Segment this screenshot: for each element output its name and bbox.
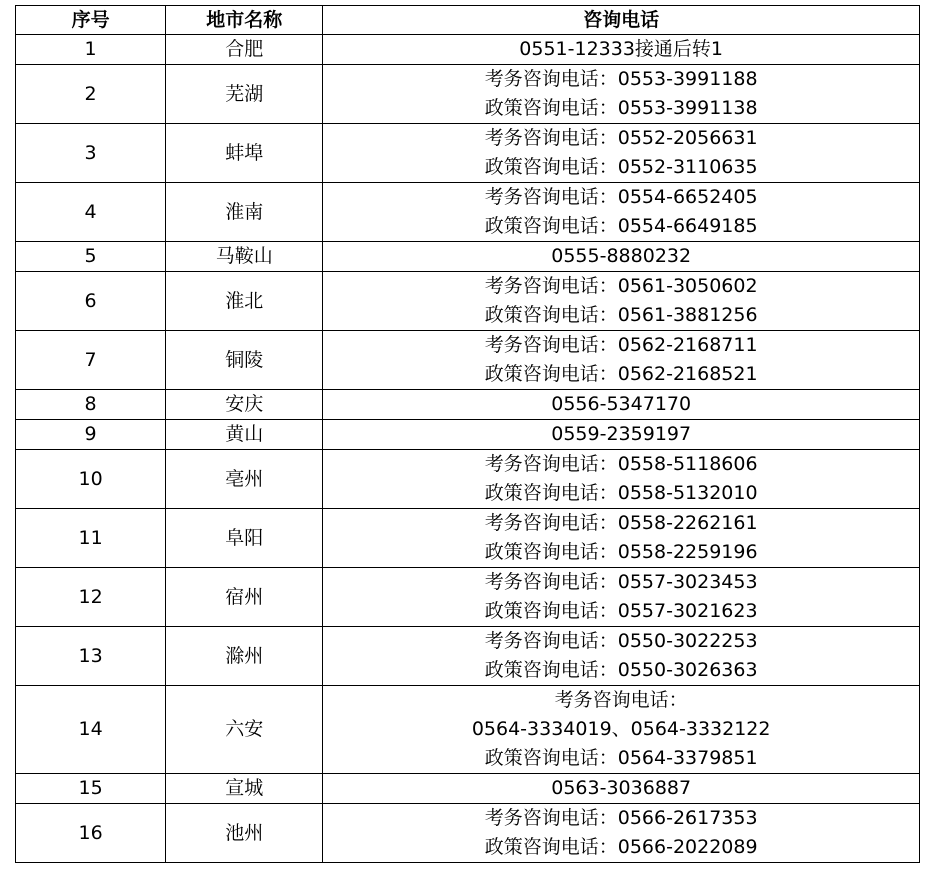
row-city-name: 亳州: [166, 450, 323, 509]
row-index: 8: [16, 390, 166, 420]
row-phone-cell: [323, 568, 920, 627]
phone-line: 0563-3036887: [551, 777, 692, 799]
row-phone-cell: [323, 509, 920, 568]
row-index: 10: [16, 450, 166, 509]
table-row: [16, 568, 920, 627]
phone-line: 考务咨询电话：: [554, 689, 688, 711]
phone-line: 考务咨询电话：0553-3991188: [484, 68, 758, 90]
phone-line: 考务咨询电话：0561-3050602: [484, 275, 758, 297]
phone-line: 政策咨询电话：0564-3379851: [484, 747, 758, 769]
phone-line: 政策咨询电话：0550-3026363: [484, 659, 758, 681]
row-phone-cell: [323, 420, 920, 450]
row-index: 15: [16, 774, 166, 804]
row-city-name: 淮北: [166, 272, 323, 331]
phone-line: 政策咨询电话：0554-6649185: [484, 215, 758, 237]
phone-line: 考务咨询电话：0558-2262161: [484, 512, 758, 534]
header-city: 地市名称: [166, 6, 323, 35]
row-index: 2: [16, 65, 166, 124]
row-index: 5: [16, 242, 166, 272]
table-row: [16, 686, 920, 774]
table-body: [16, 35, 920, 863]
table-row: [16, 627, 920, 686]
row-phone-cell: [323, 65, 920, 124]
row-phone-cell: [323, 35, 920, 65]
table-row: [16, 450, 920, 509]
phone-line: 考务咨询电话：0558-5118606: [484, 453, 758, 475]
phone-line: 0559-2359197: [551, 423, 692, 445]
row-city-name: 黄山: [166, 420, 323, 450]
header-phone: 咨询电话: [323, 6, 920, 35]
row-city-name: 宣城: [166, 774, 323, 804]
row-index: 4: [16, 183, 166, 242]
phone-line: 考务咨询电话：0557-3023453: [484, 571, 758, 593]
row-city-name: 池州: [166, 804, 323, 863]
row-city-name: 淮南: [166, 183, 323, 242]
row-phone-cell: [323, 627, 920, 686]
table-row: [16, 774, 920, 804]
row-phone-cell: [323, 272, 920, 331]
phone-line: 0556-5347170: [551, 393, 692, 415]
phone-line: 政策咨询电话：0558-2259196: [484, 541, 758, 563]
row-city-name: 铜陵: [166, 331, 323, 390]
phone-line: 考务咨询电话：0562-2168711: [484, 334, 758, 356]
row-city-name: 宿州: [166, 568, 323, 627]
phone-line: 0551-12333接通后转1: [519, 38, 724, 60]
row-index: 12: [16, 568, 166, 627]
row-phone-cell: [323, 804, 920, 863]
row-phone-cell: [323, 124, 920, 183]
phone-line: 政策咨询电话：0562-2168521: [484, 363, 758, 385]
phone-line: 政策咨询电话：0561-3881256: [484, 304, 758, 326]
header-index: 序号: [16, 6, 166, 35]
row-index: 3: [16, 124, 166, 183]
row-phone-cell: [323, 686, 920, 774]
row-city-name: 合肥: [166, 35, 323, 65]
row-index: 11: [16, 509, 166, 568]
row-index: 9: [16, 420, 166, 450]
table-row: [16, 390, 920, 420]
row-index: 13: [16, 627, 166, 686]
row-city-name: 蚌埠: [166, 124, 323, 183]
header-row: [16, 6, 920, 35]
phone-line: 考务咨询电话：0566-2617353: [484, 807, 758, 829]
phone-line: 政策咨询电话：0553-3991138: [484, 97, 758, 119]
row-city-name: 六安: [166, 686, 323, 774]
phone-line: 政策咨询电话：0552-3110635: [484, 156, 758, 178]
row-index: 14: [16, 686, 166, 774]
phone-line: 考务咨询电话：0554-6652405: [484, 186, 758, 208]
table-row: [16, 420, 920, 450]
contact-table: [15, 5, 920, 863]
row-index: 16: [16, 804, 166, 863]
table-row: [16, 124, 920, 183]
table-row: [16, 804, 920, 863]
table-row: [16, 272, 920, 331]
row-city-name: 芜湖: [166, 65, 323, 124]
row-index: 1: [16, 35, 166, 65]
table-row: [16, 183, 920, 242]
row-phone-cell: [323, 450, 920, 509]
table-row: [16, 242, 920, 272]
row-phone-cell: [323, 183, 920, 242]
phone-line: 考务咨询电话：0552-2056631: [484, 127, 758, 149]
table-row: [16, 509, 920, 568]
row-phone-cell: [323, 242, 920, 272]
row-city-name: 安庆: [166, 390, 323, 420]
phone-line: 政策咨询电话：0566-2022089: [484, 836, 758, 858]
phone-line: 0555-8880232: [551, 245, 692, 267]
table-row: [16, 331, 920, 390]
phone-line: 考务咨询电话：0550-3022253: [484, 630, 758, 652]
table-row: [16, 35, 920, 65]
phone-line: 政策咨询电话：0558-5132010: [484, 482, 758, 504]
table-row: [16, 65, 920, 124]
row-index: 7: [16, 331, 166, 390]
row-phone-cell: [323, 331, 920, 390]
row-city-name: 马鞍山: [166, 242, 323, 272]
row-index: 6: [16, 272, 166, 331]
row-city-name: 滁州: [166, 627, 323, 686]
phone-line: 0564-3334019、0564-3332122: [471, 718, 771, 740]
phone-line: 政策咨询电话：0557-3021623: [484, 600, 758, 622]
row-phone-cell: [323, 774, 920, 804]
row-phone-cell: [323, 390, 920, 420]
row-city-name: 阜阳: [166, 509, 323, 568]
